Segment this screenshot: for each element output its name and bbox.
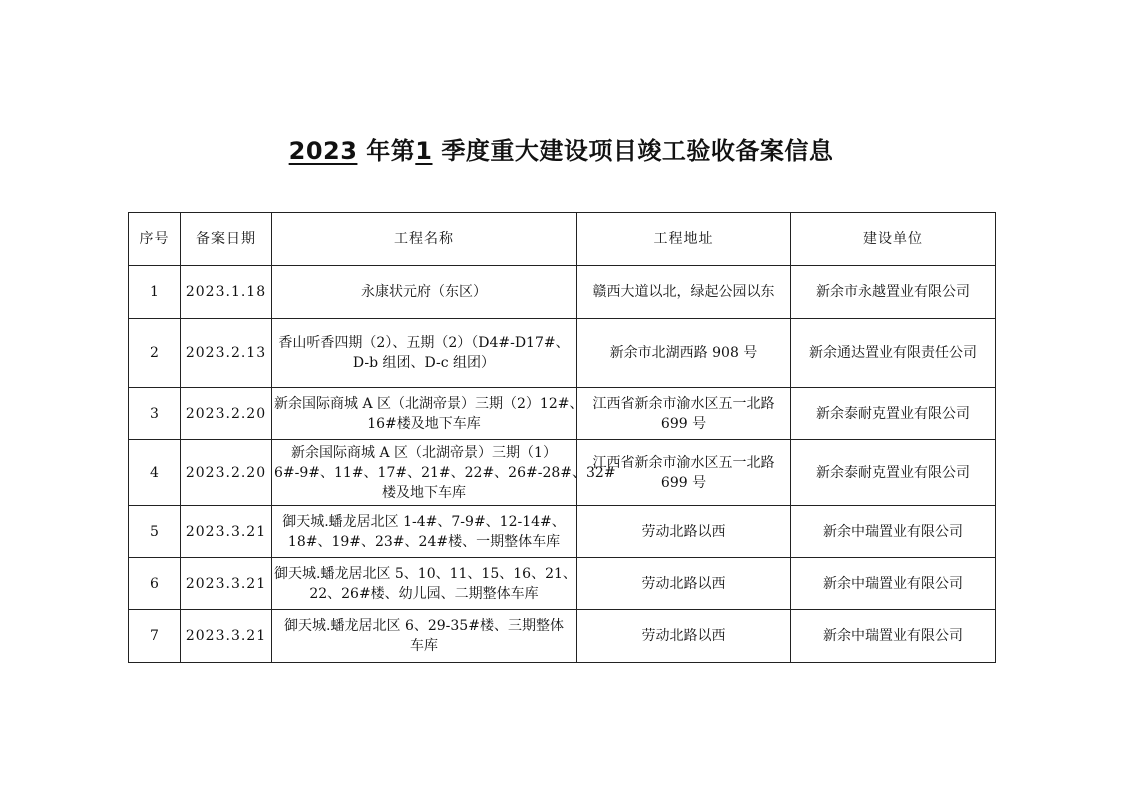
row-date-cell: 2023.1.18 xyxy=(181,266,272,319)
title-quarter: 1 xyxy=(415,137,433,165)
table-header-row xyxy=(129,213,996,266)
row-date-cell: 2023.2.13 xyxy=(181,319,272,388)
row-project-name-cell-line: 香山听香四期（2）、五期（2）（D4#-D17#、 xyxy=(278,335,570,351)
row-date-cell: 2023.3.21 xyxy=(181,558,272,610)
row-project-name-cell xyxy=(272,506,577,558)
row-address-cell xyxy=(577,388,791,440)
row-project-name-cell-line: 新余国际商城 A 区（北湖帝景）三期（2）12#、 xyxy=(274,395,584,412)
row-no-cell: 4 xyxy=(129,440,181,506)
row-address-cell-line: 劳动北路以西 xyxy=(641,575,726,592)
row-project-name-cell xyxy=(272,388,584,440)
row-project-name-cell-line: 新余国际商城 A 区（北湖帝景）三期（1） xyxy=(291,444,557,461)
row-address-cell-line: 赣西大道以北，绿起公园以东 xyxy=(592,284,775,300)
row-project-name-cell xyxy=(272,558,577,610)
record-table xyxy=(128,212,996,663)
row-project-name-cell-line: 永康状元府（东区） xyxy=(361,284,487,300)
row-project-name-cell xyxy=(272,610,577,663)
row-date-cell: 2023.2.20 xyxy=(181,440,272,506)
row-project-name-cell-line: 御天城.蟠龙居北区 5、10、11、15、16、21、 xyxy=(274,565,577,582)
row-date-cell: 2023.3.21 xyxy=(181,610,272,663)
table-row xyxy=(129,319,996,388)
row-unit-cell: 新余泰耐克置业有限公司 xyxy=(791,440,996,506)
row-unit-cell: 新余中瑞置业有限公司 xyxy=(791,610,996,663)
row-unit-cell: 新余市永越置业有限公司 xyxy=(791,266,996,319)
row-address-cell-line: 新余市北湖西路 908 号 xyxy=(609,345,758,361)
header-construction-unit: 建设单位 xyxy=(791,213,996,266)
title-text-2: 季度重大建设项目竣工验收备案信息 xyxy=(432,137,834,165)
row-project-name-cell-line: D-b 组团、D-c 组团） xyxy=(352,355,496,371)
row-address-cell-line: 劳动北路以西 xyxy=(641,628,726,644)
row-unit-cell: 新余通达置业有限责任公司 xyxy=(791,319,996,388)
row-project-name-cell-line: 御天城.蟠龙居北区 1-4#、7-9#、12-14#、 xyxy=(282,513,566,530)
row-project-name-cell-line: 车库 xyxy=(410,638,438,654)
row-address-cell xyxy=(577,266,791,319)
row-project-name-cell-line: 18#、19#、23#、24#楼、一期整体车库 xyxy=(287,533,561,550)
table-body xyxy=(129,266,996,663)
row-date-cell: 2023.2.20 xyxy=(181,388,272,440)
row-no-cell: 7 xyxy=(129,610,181,663)
record-table-wrapper xyxy=(128,212,995,663)
row-address-cell xyxy=(577,558,791,610)
row-unit-cell: 新余中瑞置业有限公司 xyxy=(791,558,996,610)
title-text-1: 年第 xyxy=(357,137,416,165)
row-no-cell: 2 xyxy=(129,319,181,388)
table-row xyxy=(129,266,996,319)
header-no: 序号 xyxy=(129,213,181,266)
row-no-cell: 5 xyxy=(129,506,181,558)
table-row xyxy=(129,610,996,663)
table-row xyxy=(129,388,996,440)
row-address-cell xyxy=(577,319,791,388)
title-year: 2023 xyxy=(288,137,358,165)
row-unit-cell: 新余中瑞置业有限公司 xyxy=(791,506,996,558)
table-row xyxy=(129,440,996,506)
table-row xyxy=(129,558,996,610)
header-project-name: 工程名称 xyxy=(272,213,577,266)
table-row xyxy=(129,506,996,558)
row-address-cell-line: 699 号 xyxy=(660,474,707,491)
row-date-cell: 2023.3.21 xyxy=(181,506,272,558)
row-address-cell xyxy=(577,610,791,663)
row-project-name-cell xyxy=(272,266,577,319)
row-unit-cell: 新余泰耐克置业有限公司 xyxy=(791,388,996,440)
row-project-name-cell-line: 22、26#楼、幼儿园、二期整体车库 xyxy=(309,585,539,602)
row-address-cell-line: 江西省新余市渝水区五一北路 xyxy=(592,454,775,471)
row-address-cell xyxy=(577,506,791,558)
row-project-name-cell xyxy=(272,440,616,506)
row-no-cell: 1 xyxy=(129,266,181,319)
row-project-name-cell-line: 楼及地下车库 xyxy=(382,484,466,501)
header-date: 备案日期 xyxy=(181,213,272,266)
row-no-cell: 3 xyxy=(129,388,181,440)
row-project-name-cell-line: 御天城.蟠龙居北区 6、29-35#楼、三期整体 xyxy=(284,618,564,634)
header-project-address: 工程地址 xyxy=(577,213,791,266)
row-no-cell: 6 xyxy=(129,558,181,610)
page-title xyxy=(0,134,1122,168)
row-address-cell-line: 699 号 xyxy=(660,415,707,432)
row-project-name-cell-line: 6#-9#、11#、17#、21#、22#、26#-28#、32# xyxy=(274,464,616,481)
row-project-name-cell xyxy=(272,319,577,388)
row-project-name-cell-line: 16#楼及地下车库 xyxy=(367,415,481,432)
row-address-cell-line: 劳动北路以西 xyxy=(641,523,726,540)
row-address-cell-line: 江西省新余市渝水区五一北路 xyxy=(592,395,775,412)
